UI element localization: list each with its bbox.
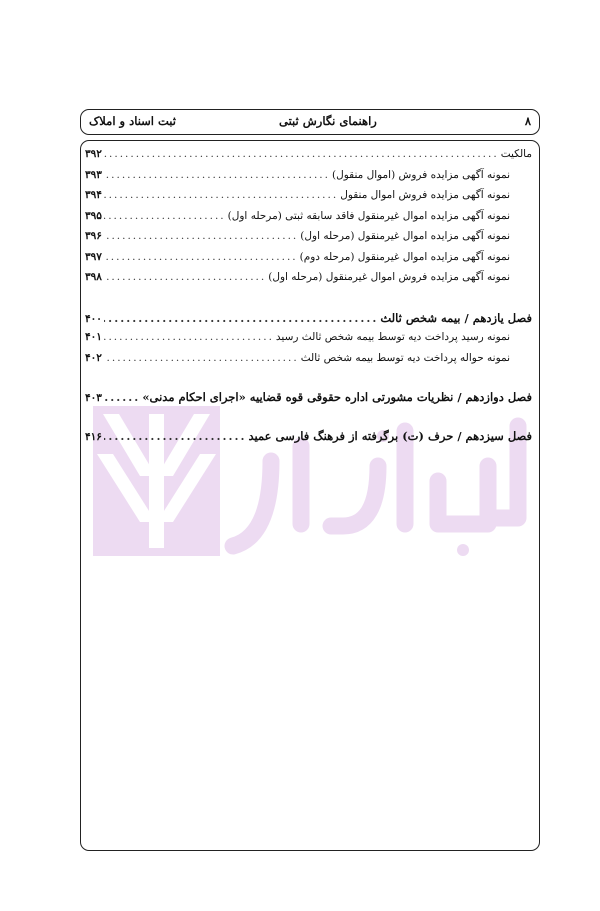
toc-chapter-page: ۴۱۶ [85, 430, 102, 443]
toc-chapter-page: ۴۰۰ [85, 312, 102, 325]
toc-chapter[interactable] [85, 429, 532, 450]
toc-chapter[interactable] [85, 311, 532, 332]
toc-entry-page: ۳۹۸ [85, 271, 102, 283]
toc-entry-title: نمونه آگهی مزایده فروش اموال منقول [340, 189, 510, 201]
toc-chapter-title: فصل یازدهم / بیمه شخص ثالث [380, 310, 532, 325]
dot-leader [104, 251, 298, 263]
toc-chapter-page: ۴۰۳ [85, 392, 102, 404]
toc-entry-page: ۴۰۱ [85, 331, 102, 343]
dot-leader [104, 148, 499, 160]
toc-entry[interactable] [85, 169, 532, 190]
toc-entry[interactable] [85, 251, 532, 272]
header-book-title: راهنمای نگارش ثبتی [279, 114, 377, 128]
dot-leader [104, 230, 298, 242]
dot-leader [104, 390, 140, 404]
toc-entry[interactable] [85, 271, 532, 292]
toc-entry-page: ۳۹۵ [85, 209, 102, 222]
header-organization: ثبت اسناد و املاک [89, 114, 176, 128]
toc-entry-page: ۳۹۴ [85, 189, 102, 201]
toc-entry-title: نمونه آگهی مزایده فروش (اموال منقول) [332, 168, 510, 181]
dot-leader [104, 189, 338, 201]
dot-leader [104, 169, 330, 181]
header-page-number: ۸ [524, 114, 531, 128]
toc-entry-page: ۴۰۲ [85, 351, 102, 364]
toc-entry-page: ۳۹۷ [85, 250, 102, 263]
toc-entry-title: نمونه آگهی مزایده اموال غیرمنقول (مرحله اول) [300, 230, 510, 242]
toc-entry[interactable] [85, 230, 532, 251]
toc-entry-title: نمونه حواله پرداخت دیه توسط بیمه شخص ثالث [300, 351, 510, 364]
dot-leader [104, 352, 299, 364]
toc-entry[interactable] [85, 352, 532, 373]
toc-entry[interactable] [85, 210, 532, 231]
dot-leader [104, 331, 274, 343]
dot-leader [104, 271, 266, 283]
toc-chapter-title: فصل سیزدهم / حرف (ت) برگرفته از فرهنگ فارسی عمید [248, 428, 532, 443]
toc-entry-title: نمونه آگهی مزایده فروش اموال غیرمنقول (مرحله اول) [268, 271, 510, 283]
toc-chapter[interactable] [85, 390, 532, 411]
running-header [80, 109, 540, 135]
dot-leader [104, 210, 226, 222]
table-of-contents [85, 148, 532, 449]
toc-entry[interactable] [85, 331, 532, 352]
toc-entry-title: مالکیت [500, 148, 532, 160]
toc-entry-title: نمونه آگهی مزایده اموال غیرمنقول (مرحله دوم) [299, 250, 510, 263]
toc-entry[interactable] [85, 148, 532, 169]
dot-leader [104, 429, 247, 443]
toc-chapter-title: فصل دوازدهم / نظریات مشورتی اداره حقوقی قوه قضاییه «اجرای احکام مدنی» [142, 390, 532, 404]
dot-leader [104, 311, 378, 325]
toc-entry[interactable] [85, 189, 532, 210]
toc-entry-page: ۳۹۳ [85, 168, 102, 181]
toc-entry-title: نمونه آگهی مزایده اموال غیرمنقول فاقد سابقه ثبتی (مرحله اول) [227, 209, 510, 222]
toc-entry-title: نمونه رسید پرداخت دیه توسط بیمه شخص ثالث رسید [275, 331, 510, 343]
toc-entry-page: ۳۹۶ [85, 230, 102, 242]
toc-entry-page: ۳۹۲ [85, 148, 102, 160]
